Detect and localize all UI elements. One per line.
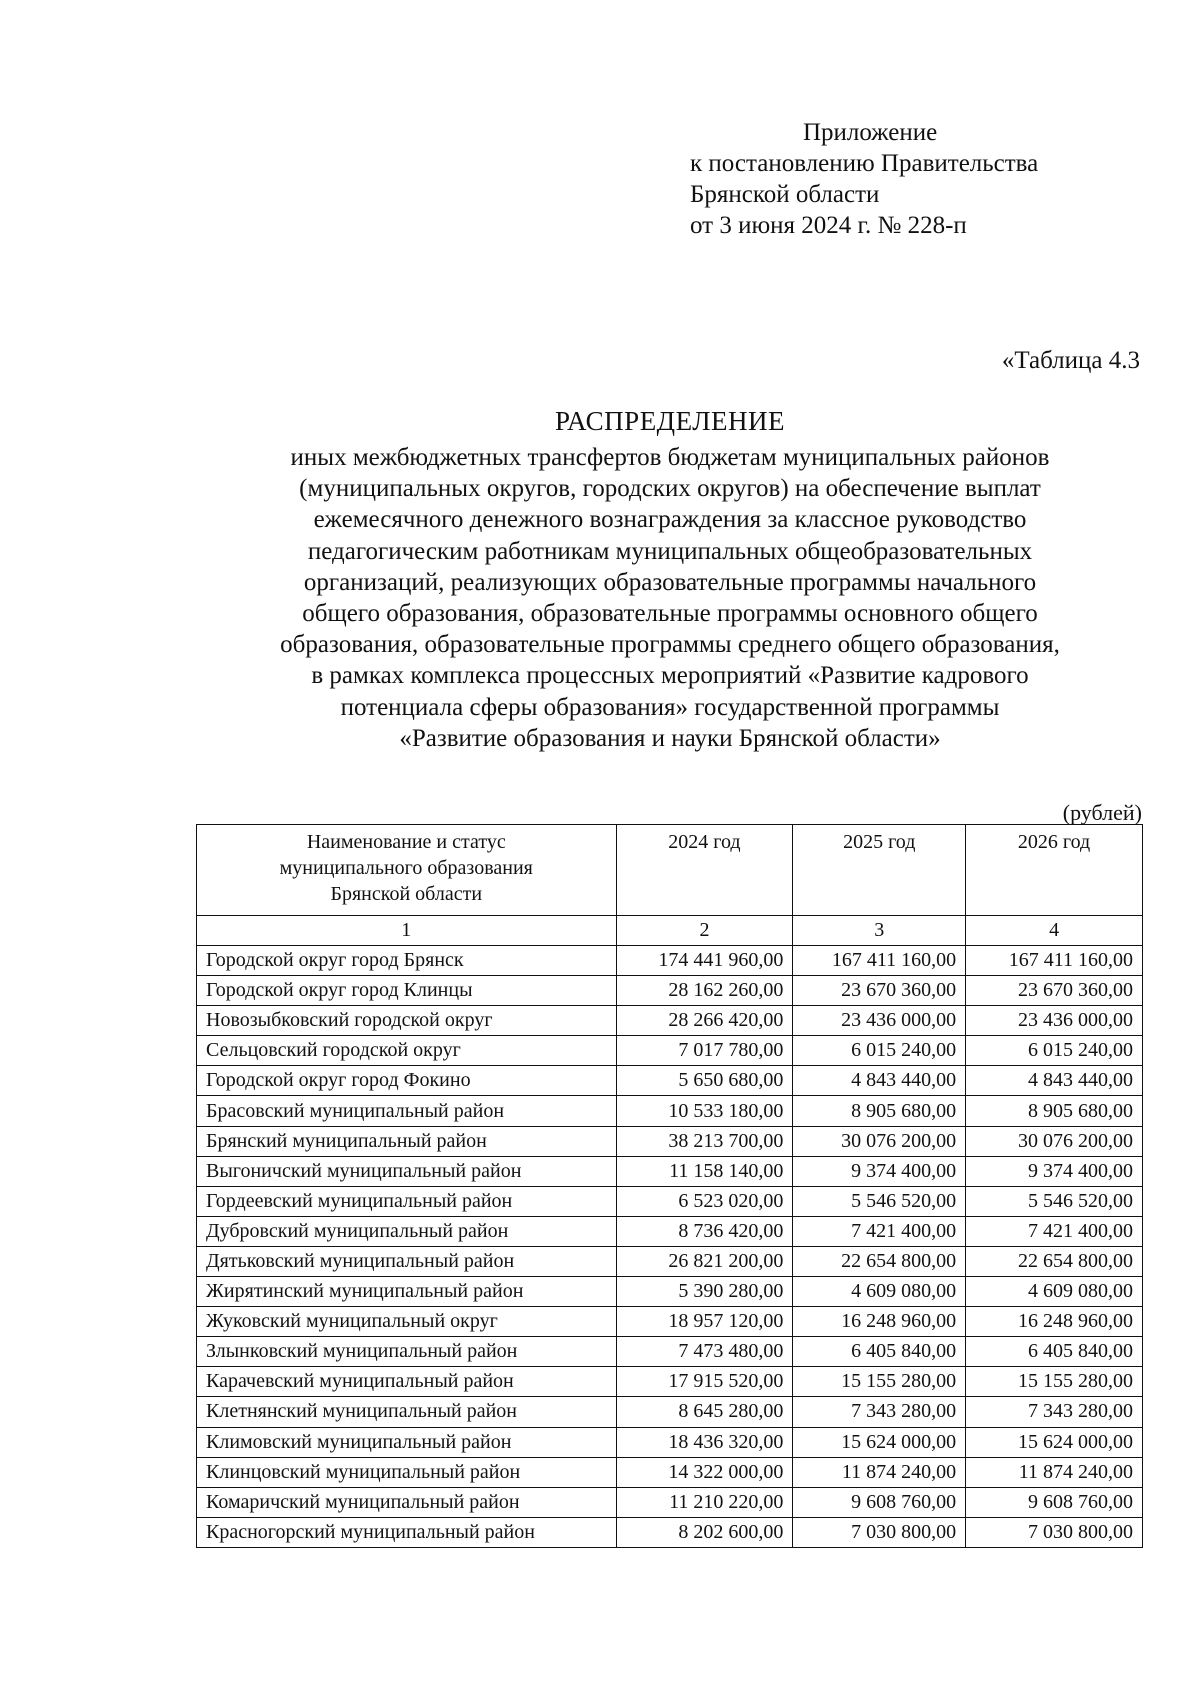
row-2026-cell: 7 421 400,00 [966,1216,1143,1246]
row-2026-cell: 4 843 440,00 [966,1066,1143,1096]
row-2024-cell: 5 390 280,00 [616,1277,793,1307]
distribution-table [196,824,1143,1548]
row-2026-cell: 23 436 000,00 [966,1006,1143,1036]
row-2025-cell: 23 670 360,00 [793,976,966,1006]
table-row [197,1066,1143,1096]
row-2024-cell: 26 821 200,00 [616,1246,793,1276]
column-numbers-row [197,916,1143,946]
table-row [197,1427,1143,1457]
row-2025-cell: 6 015 240,00 [793,1036,966,1066]
row-name-cell: Дубровский муниципальный район [197,1216,617,1246]
table-row [197,1397,1143,1427]
row-2024-cell: 11 158 140,00 [616,1156,793,1186]
row-2026-cell: 167 411 160,00 [966,946,1143,976]
table-row [197,1367,1143,1397]
subtitle-line: образования, образовательные программы среднего общего образования, [280,631,1060,659]
row-2025-cell: 7 343 280,00 [793,1397,966,1427]
row-name-cell: Дятьковский муниципальный район [197,1246,617,1276]
row-2024-cell: 28 162 260,00 [616,976,793,1006]
row-2025-cell: 167 411 160,00 [793,946,966,976]
column-number: 3 [793,916,966,946]
row-name-cell: Сельцовский городской округ [197,1036,617,1066]
row-2024-cell: 14 322 000,00 [616,1457,793,1487]
row-2025-cell: 7 030 800,00 [793,1517,966,1547]
table-row [197,1487,1143,1517]
row-name-cell: Брасовский муниципальный район [197,1096,617,1126]
appendix-line-4: от 3 июня 2024 г. № 228-п [690,212,967,239]
table-row [197,1096,1143,1126]
row-name-cell: Городской округ город Фокино [197,1066,617,1096]
row-2025-cell: 23 436 000,00 [793,1006,966,1036]
header-2026: 2026 год [966,825,1143,916]
row-name-cell: Клетнянский муниципальный район [197,1397,617,1427]
row-2026-cell: 7 343 280,00 [966,1397,1143,1427]
document-subtitle [215,442,1125,754]
subtitle-line: общего образования, образовательные программы основного общего [302,600,1038,628]
subtitle-line: организаций, реализующих образовательные программы начального [303,568,1037,596]
header-2024: 2024 год [616,825,793,916]
row-name-cell: Брянский муниципальный район [197,1126,617,1156]
table-header-row [197,825,1143,916]
row-name-cell: Новозыбковский городской округ [197,1006,617,1036]
row-2026-cell: 30 076 200,00 [966,1126,1143,1156]
row-2025-cell: 11 874 240,00 [793,1457,966,1487]
row-name-cell: Жуковский муниципальный округ [197,1307,617,1337]
table-row [197,1517,1143,1547]
table-row [197,1277,1143,1307]
row-2026-cell: 7 030 800,00 [966,1517,1143,1547]
row-2024-cell: 7 473 480,00 [616,1337,793,1367]
row-name-cell: Жирятинский муниципальный район [197,1277,617,1307]
table-row [197,946,1143,976]
table-row [197,1186,1143,1216]
row-name-cell: Клинцовский муниципальный район [197,1457,617,1487]
row-2026-cell: 15 624 000,00 [966,1427,1143,1457]
row-2025-cell: 16 248 960,00 [793,1307,966,1337]
row-2026-cell: 6 015 240,00 [966,1036,1143,1066]
row-2024-cell: 5 650 680,00 [616,1066,793,1096]
row-name-cell: Городской округ город Клинцы [197,976,617,1006]
table-row [197,976,1143,1006]
row-2026-cell: 4 609 080,00 [966,1277,1143,1307]
row-2025-cell: 7 421 400,00 [793,1216,966,1246]
table-row [197,1337,1143,1367]
row-2024-cell: 38 213 700,00 [616,1126,793,1156]
row-name-cell: Выгоничский муниципальный район [197,1156,617,1186]
table-row [197,1036,1143,1066]
subtitle-line: в рамках комплекса процессных мероприятий «Развитие кадрового [311,662,1029,690]
subtitle-line: потенциала сферы образования» государственной программы [340,693,1000,721]
table-row [197,1126,1143,1156]
row-2026-cell: 9 608 760,00 [966,1487,1143,1517]
table-row [197,1156,1143,1186]
row-name-cell: Красногорский муниципальный район [197,1517,617,1547]
row-2026-cell: 22 654 800,00 [966,1246,1143,1276]
row-2025-cell: 8 905 680,00 [793,1096,966,1126]
row-2024-cell: 8 202 600,00 [616,1517,793,1547]
row-name-cell: Климовский муниципальный район [197,1427,617,1457]
row-2026-cell: 16 248 960,00 [966,1307,1143,1337]
row-2025-cell: 9 608 760,00 [793,1487,966,1517]
column-number: 1 [197,916,617,946]
row-2024-cell: 6 523 020,00 [616,1186,793,1216]
row-2024-cell: 28 266 420,00 [616,1006,793,1036]
table-row [197,1307,1143,1337]
row-2024-cell: 8 736 420,00 [616,1216,793,1246]
appendix-line-3: Брянской области [690,181,880,208]
header-name-line: Наименование и статус [306,831,506,853]
row-2025-cell: 6 405 840,00 [793,1337,966,1367]
row-name-cell: Злынковский муниципальный район [197,1337,617,1367]
document-title: РАСПРЕДЕЛЕНИЕ [554,406,786,436]
subtitle-line: (муниципальных округов, городских округов) на обеспечение выплат [299,475,1041,503]
row-name-cell: Карачевский муниципальный район [197,1367,617,1397]
row-2024-cell: 18 957 120,00 [616,1307,793,1337]
subtitle-line: «Развитие образования и науки Брянской области» [399,724,941,752]
column-number: 2 [616,916,793,946]
subtitle-line: педагогическим работникам муниципальных общеобразовательных [307,537,1033,565]
appendix-header [690,117,1038,241]
row-2025-cell: 4 843 440,00 [793,1066,966,1096]
row-2026-cell: 9 374 400,00 [966,1156,1143,1186]
row-2026-cell: 5 546 520,00 [966,1186,1143,1216]
column-number: 4 [966,916,1143,946]
row-2025-cell: 30 076 200,00 [793,1126,966,1156]
table-body [197,946,1143,1548]
header-name-line: Брянской области [330,883,483,905]
row-2025-cell: 4 609 080,00 [793,1277,966,1307]
row-2024-cell: 7 017 780,00 [616,1036,793,1066]
header-2025: 2025 год [793,825,966,916]
table-row [197,1246,1143,1276]
row-2024-cell: 10 533 180,00 [616,1096,793,1126]
row-2025-cell: 5 546 520,00 [793,1186,966,1216]
header-name-line: муниципального образования [279,857,533,879]
row-2024-cell: 8 645 280,00 [616,1397,793,1427]
row-2025-cell: 9 374 400,00 [793,1156,966,1186]
table-row [197,1216,1143,1246]
row-2024-cell: 174 441 960,00 [616,946,793,976]
row-2025-cell: 15 624 000,00 [793,1427,966,1457]
row-2025-cell: 22 654 800,00 [793,1246,966,1276]
row-2024-cell: 18 436 320,00 [616,1427,793,1457]
subtitle-line: иных межбюджетных трансфертов бюджетам муниципальных районов [290,444,1050,471]
header-name [197,825,617,916]
appendix-line-1: Приложение [803,119,938,146]
table-row [197,1006,1143,1036]
appendix-line-2: к постановлению Правительства [690,150,1039,177]
row-2024-cell: 11 210 220,00 [616,1487,793,1517]
row-2026-cell: 15 155 280,00 [966,1367,1143,1397]
table-row [197,1457,1143,1487]
table-label: «Таблица 4.3 [1001,347,1140,374]
row-name-cell: Комаричский муниципальный район [197,1487,617,1517]
row-name-cell: Городской округ город Брянск [197,946,617,976]
row-2026-cell: 23 670 360,00 [966,976,1143,1006]
row-2026-cell: 8 905 680,00 [966,1096,1143,1126]
row-name-cell: Гордеевский муниципальный район [197,1186,617,1216]
row-2026-cell: 6 405 840,00 [966,1337,1143,1367]
row-2025-cell: 15 155 280,00 [793,1367,966,1397]
subtitle-line: ежемесячного денежного вознаграждения за классное руководство [313,506,1027,534]
units-label: (рублей) [1062,800,1142,825]
row-2024-cell: 17 915 520,00 [616,1367,793,1397]
row-2026-cell: 11 874 240,00 [966,1457,1143,1487]
